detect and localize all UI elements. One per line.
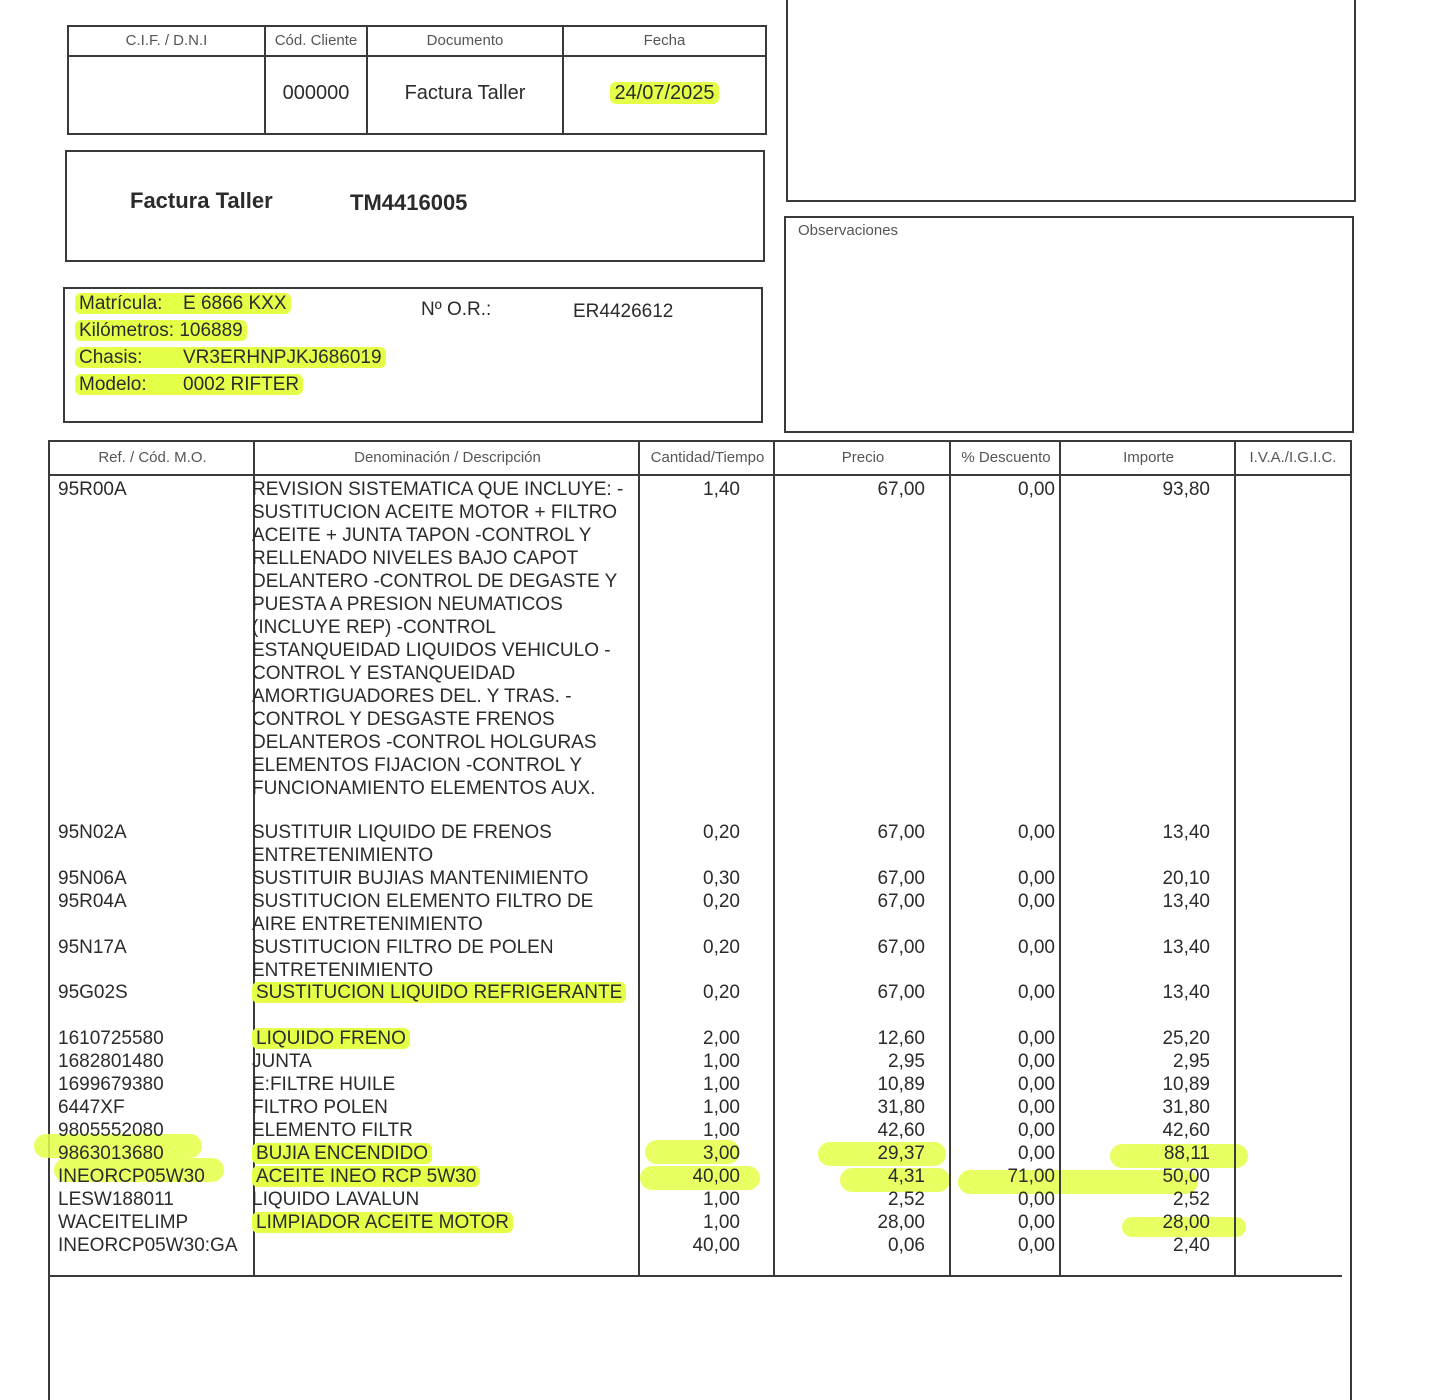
row-ref — [58, 1050, 248, 1073]
row-amount-text: 50,00 — [1162, 1166, 1210, 1187]
row-quantity — [640, 1234, 740, 1257]
row-discount-text: 0,00 — [1018, 1235, 1055, 1256]
row-price — [810, 1050, 925, 1073]
row-price-text: 67,00 — [877, 982, 925, 1003]
row-quantity-text: 1,00 — [703, 1189, 740, 1210]
row-price — [810, 1073, 925, 1096]
row-amount-text: 20,10 — [1162, 868, 1210, 889]
row-price — [810, 478, 925, 501]
row-discount — [955, 1050, 1055, 1073]
row-price — [810, 936, 925, 959]
row-amount — [1080, 936, 1210, 959]
row-amount-text: 13,40 — [1162, 982, 1210, 1003]
row-quantity — [640, 1142, 740, 1165]
column-divider — [773, 442, 775, 1277]
row-discount-text: 0,00 — [1018, 868, 1055, 889]
row-amount-text: 13,40 — [1162, 822, 1210, 843]
column-divider — [949, 442, 951, 1277]
row-amount — [1080, 1165, 1210, 1188]
row-quantity-text: 1,00 — [703, 1212, 740, 1233]
row-description — [252, 821, 630, 867]
row-amount — [1080, 1119, 1210, 1142]
observations-label: Observaciones — [798, 222, 899, 239]
col-vat: I.V.A./I.G.I.C. — [1236, 442, 1350, 476]
row-quantity-text: 40,00 — [692, 1166, 740, 1187]
vehicle-plate-label: Matrícula: — [79, 293, 163, 314]
row-ref-text: 1682801480 — [58, 1051, 164, 1072]
row-description — [252, 478, 630, 800]
row-price-text: 67,00 — [877, 822, 925, 843]
row-price — [810, 1234, 925, 1257]
row-amount-text: 10,89 — [1162, 1074, 1210, 1095]
row-price — [810, 1027, 925, 1050]
row-ref — [58, 1188, 248, 1211]
row-quantity-text: 0,30 — [703, 868, 740, 889]
cif-cell — [69, 27, 264, 133]
row-ref-text: 95R00A — [58, 479, 127, 500]
row-discount — [955, 890, 1055, 913]
table-bottom-rule — [50, 1275, 1342, 1277]
cif-header: C.I.F. / D.N.I — [69, 27, 264, 57]
row-price-text: 0,06 — [888, 1235, 925, 1256]
vehicle-box — [63, 287, 763, 423]
client-code-cell — [264, 27, 366, 133]
row-amount — [1080, 890, 1210, 913]
row-discount — [955, 1142, 1055, 1165]
col-price: Precio — [775, 442, 951, 476]
vehicle-chassis-value: VR3ERHNPJKJ686019 — [183, 347, 382, 368]
row-ref — [58, 821, 248, 844]
row-discount — [955, 1073, 1055, 1096]
row-amount — [1080, 1073, 1210, 1096]
row-ref-text: 6447XF — [58, 1097, 125, 1118]
row-description-text: LIQUIDO LAVALUN — [252, 1189, 420, 1210]
row-discount — [955, 1119, 1055, 1142]
row-ref — [58, 1073, 248, 1096]
row-amount-text: 88,11 — [1163, 1143, 1210, 1164]
row-discount-text: 71,00 — [1007, 1166, 1055, 1187]
row-description-text: SUSTITUCION ELEMENTO FILTRO DE AIRE ENTRETENIMIENTO — [252, 891, 594, 935]
row-description — [252, 936, 630, 982]
row-discount-text: 0,00 — [1018, 479, 1055, 500]
row-quantity-text: 0,20 — [703, 937, 740, 958]
row-amount-text: 28,00 — [1162, 1212, 1210, 1233]
row-discount — [955, 867, 1055, 890]
row-quantity — [640, 1211, 740, 1234]
row-price — [810, 1142, 925, 1165]
row-price-text: 67,00 — [877, 868, 925, 889]
row-description — [252, 1165, 630, 1188]
column-divider — [1059, 442, 1061, 1277]
row-ref-text: 1610725580 — [58, 1028, 164, 1049]
row-ref-text: 95G02S — [58, 982, 128, 1003]
vehicle-model — [75, 374, 303, 396]
row-amount — [1080, 1188, 1210, 1211]
row-ref-text: INEORCP05W30:GA — [58, 1235, 238, 1256]
document-header: Documento — [368, 27, 562, 57]
vehicle-chassis-label: Chasis: — [79, 347, 143, 368]
row-discount — [955, 981, 1055, 1004]
row-description-text: SUSTITUIR BUJIAS MANTENIMIENTO — [252, 868, 589, 889]
row-amount — [1080, 1142, 1210, 1165]
row-discount-text: 0,00 — [1018, 1120, 1055, 1141]
row-discount-text: 0,00 — [1018, 937, 1055, 958]
row-amount — [1080, 867, 1210, 890]
row-discount-text: 0,00 — [1018, 982, 1055, 1003]
row-price-text: 29,37 — [877, 1143, 925, 1164]
row-price-text: 2,95 — [888, 1051, 925, 1072]
row-quantity — [640, 478, 740, 501]
date-header: Fecha — [564, 27, 765, 57]
row-amount — [1080, 821, 1210, 844]
header-table — [67, 25, 767, 135]
row-ref — [58, 936, 248, 959]
observations-box — [784, 216, 1354, 433]
invoice-number: TM4416005 — [350, 190, 468, 215]
row-discount-text: 0,00 — [1018, 1143, 1055, 1164]
row-amount — [1080, 1234, 1210, 1257]
row-ref — [58, 1234, 248, 1257]
row-description-text: E:FILTRE HUILE — [252, 1074, 396, 1095]
vehicle-km-value: 106889 — [179, 320, 243, 341]
row-ref — [58, 867, 248, 890]
row-price-text: 67,00 — [877, 479, 925, 500]
row-quantity — [640, 890, 740, 913]
row-description-text: FILTRO POLEN — [252, 1097, 388, 1118]
row-description — [252, 1096, 630, 1119]
col-ref: Ref. / Cód. M.O. — [50, 442, 255, 476]
row-description — [252, 1142, 630, 1165]
row-description-text: ELEMENTO FILTR — [252, 1120, 413, 1141]
row-description-text: LIQUIDO FRENO — [252, 1028, 410, 1049]
vehicle-km — [75, 320, 247, 342]
row-ref-text: LESW188011 — [58, 1189, 174, 1210]
row-quantity — [640, 1027, 740, 1050]
row-ref-text: 9805552080 — [58, 1120, 164, 1141]
row-price-text: 4,31 — [888, 1166, 925, 1187]
row-amount-text: 31,80 — [1162, 1097, 1210, 1118]
row-description-text: LIMPIADOR ACEITE MOTOR — [252, 1212, 513, 1233]
row-quantity — [640, 1096, 740, 1119]
row-amount — [1080, 1027, 1210, 1050]
client-code-value: 000000 — [282, 82, 350, 104]
row-quantity — [640, 1050, 740, 1073]
row-amount — [1080, 1211, 1210, 1234]
row-description — [252, 1211, 630, 1234]
vehicle-model-label: Modelo: — [79, 374, 147, 395]
row-quantity-text: 1,00 — [703, 1097, 740, 1118]
row-quantity-text: 3,00 — [703, 1143, 740, 1164]
row-discount-text: 0,00 — [1018, 1051, 1055, 1072]
row-quantity — [640, 867, 740, 890]
row-quantity-text: 1,40 — [703, 479, 740, 500]
row-discount — [955, 1188, 1055, 1211]
invoice-title: Factura Taller — [130, 188, 273, 213]
row-ref-text: 95R04A — [58, 891, 127, 912]
row-discount-text: 0,00 — [1018, 1097, 1055, 1118]
row-discount — [955, 821, 1055, 844]
row-description-text: SUSTITUIR LIQUIDO DE FRENOS ENTRETENIMIENTO — [252, 822, 552, 866]
row-description — [252, 981, 630, 1004]
row-ref-text: INEORCP05W30 — [58, 1166, 205, 1187]
row-amount-text: 42,60 — [1162, 1120, 1210, 1141]
row-discount — [955, 1027, 1055, 1050]
row-amount-text: 13,40 — [1162, 891, 1210, 912]
row-ref-text: 9863013680 — [58, 1143, 164, 1164]
row-discount — [955, 478, 1055, 501]
row-ref — [58, 1142, 248, 1165]
row-amount-text: 2,95 — [1173, 1051, 1210, 1072]
row-ref — [58, 1211, 248, 1234]
row-ref — [58, 478, 248, 501]
row-quantity-text: 1,00 — [703, 1051, 740, 1072]
col-quantity: Cantidad/Tiempo — [640, 442, 775, 476]
row-discount-text: 0,00 — [1018, 891, 1055, 912]
row-price-text: 2,52 — [888, 1189, 925, 1210]
document-value: Factura Taller — [404, 82, 526, 104]
document-cell — [366, 27, 562, 133]
row-quantity — [640, 1188, 740, 1211]
row-ref — [58, 1119, 248, 1142]
row-price — [810, 1165, 925, 1188]
row-ref-text: 95N06A — [58, 868, 127, 889]
row-amount — [1080, 1050, 1210, 1073]
row-description — [252, 1073, 630, 1096]
row-quantity-text: 1,00 — [703, 1074, 740, 1095]
row-discount — [955, 1234, 1055, 1257]
row-ref — [58, 890, 248, 913]
row-price-text: 31,80 — [877, 1097, 925, 1118]
or-label: Nº O.R.: — [421, 299, 492, 320]
date-cell — [562, 27, 765, 133]
row-ref-text: 1699679380 — [58, 1074, 164, 1095]
row-quantity — [640, 981, 740, 1004]
row-quantity-text: 40,00 — [692, 1235, 740, 1256]
or-value: ER4426612 — [573, 301, 674, 322]
invoice-title-box — [65, 150, 765, 262]
row-price-text: 12,60 — [877, 1028, 925, 1049]
row-price-text: 42,60 — [877, 1120, 925, 1141]
vehicle-plate-value: E 6866 KXX — [183, 293, 287, 314]
row-amount — [1080, 981, 1210, 1004]
vehicle-chassis — [75, 347, 386, 369]
col-amount: Importe — [1061, 442, 1236, 476]
row-price — [810, 1188, 925, 1211]
row-price-text: 10,89 — [877, 1074, 925, 1095]
row-amount-text: 2,40 — [1173, 1235, 1210, 1256]
row-discount-text: 0,00 — [1018, 1189, 1055, 1210]
row-ref — [58, 981, 248, 1004]
col-description: Denominación / Descripción — [255, 442, 640, 476]
row-price-text: 67,00 — [877, 891, 925, 912]
row-price — [810, 867, 925, 890]
row-quantity — [640, 821, 740, 844]
column-divider — [1234, 442, 1236, 1277]
row-quantity-text: 0,20 — [703, 982, 740, 1003]
row-discount-text: 0,00 — [1018, 1212, 1055, 1233]
vehicle-plate — [75, 293, 291, 315]
row-discount-text: 0,00 — [1018, 822, 1055, 843]
row-ref — [58, 1027, 248, 1050]
row-description-text: REVISION SISTEMATICA QUE INCLUYE: -SUSTITUCION ACEITE MOTOR + FILTRO ACEITE + JUNTA TAPON -CONTROL Y RELLENADO NIVELES BAJO CAPOT DELANTERO -CONTROL DE DEGASTE Y PUESTA A PRESION NEUMATICOS (INCLUYE REP) -CONTROL ESTANQUEIDAD LIQUIDOS VEHICULO -CONTROL Y ESTANQUEIDAD AMORTIGUADORES DEL. Y TRAS. -CONTROL Y DESGASTE FRENOS DELANTEROS -CONTROL HOLGURAS ELEMENTOS FIJACION -CONTROL Y FUNCIONAMIENTO ELEMENTOS AUX. — [252, 479, 624, 799]
row-amount — [1080, 1096, 1210, 1119]
row-amount-text: 93,80 — [1162, 479, 1210, 500]
row-description — [252, 1119, 630, 1142]
row-ref — [58, 1096, 248, 1119]
row-description-text: JUNTA — [252, 1051, 312, 1072]
row-price-text: 67,00 — [877, 937, 925, 958]
col-discount: % Descuento — [951, 442, 1061, 476]
row-ref-text: 95N17A — [58, 937, 127, 958]
row-ref-text: 95N02A — [58, 822, 127, 843]
row-description-text: SUSTITUCION LIQUIDO REFRIGERANTE — [252, 982, 626, 1003]
row-quantity — [640, 1165, 740, 1188]
row-price — [810, 1119, 925, 1142]
row-price-text: 28,00 — [877, 1212, 925, 1233]
row-discount — [955, 1211, 1055, 1234]
row-price — [810, 890, 925, 913]
row-price — [810, 821, 925, 844]
row-discount — [955, 1096, 1055, 1119]
row-quantity-text: 0,20 — [703, 891, 740, 912]
row-price — [810, 1211, 925, 1234]
row-quantity-text: 0,20 — [703, 822, 740, 843]
row-description — [252, 1188, 630, 1211]
row-discount — [955, 1165, 1055, 1188]
row-price — [810, 1096, 925, 1119]
row-amount-text: 2,52 — [1173, 1189, 1210, 1210]
row-ref-text: WACEITELIMP — [58, 1212, 189, 1233]
client-code-header: Cód. Cliente — [266, 27, 366, 57]
row-quantity — [640, 1119, 740, 1142]
row-discount-text: 0,00 — [1018, 1028, 1055, 1049]
row-description — [252, 890, 630, 936]
row-amount — [1080, 478, 1210, 501]
row-quantity-text: 1,00 — [703, 1120, 740, 1141]
row-quantity — [640, 1073, 740, 1096]
invoice-lines-table — [48, 440, 1352, 1400]
vehicle-model-value: 0002 RIFTER — [183, 374, 300, 395]
row-description — [252, 1027, 630, 1050]
date-value: 24/07/2025 — [610, 82, 718, 104]
row-quantity — [640, 936, 740, 959]
customer-address-box — [786, 0, 1356, 202]
vehicle-km-label: Kilómetros: — [79, 320, 175, 341]
row-discount-text: 0,00 — [1018, 1074, 1055, 1095]
date-value-wrap — [564, 57, 765, 129]
row-description-text: BUJIA ENCENDIDO — [252, 1143, 432, 1164]
row-amount-text: 13,40 — [1162, 937, 1210, 958]
row-ref — [58, 1165, 248, 1188]
row-description — [252, 867, 630, 890]
row-description-text: ACEITE INEO RCP 5W30 — [252, 1166, 480, 1187]
row-discount — [955, 936, 1055, 959]
row-price — [810, 981, 925, 1004]
row-description-text: SUSTITUCION FILTRO DE POLEN ENTRETENIMIENTO — [252, 937, 554, 981]
row-quantity-text: 2,00 — [703, 1028, 740, 1049]
row-description — [252, 1050, 630, 1073]
row-amount-text: 25,20 — [1162, 1028, 1210, 1049]
